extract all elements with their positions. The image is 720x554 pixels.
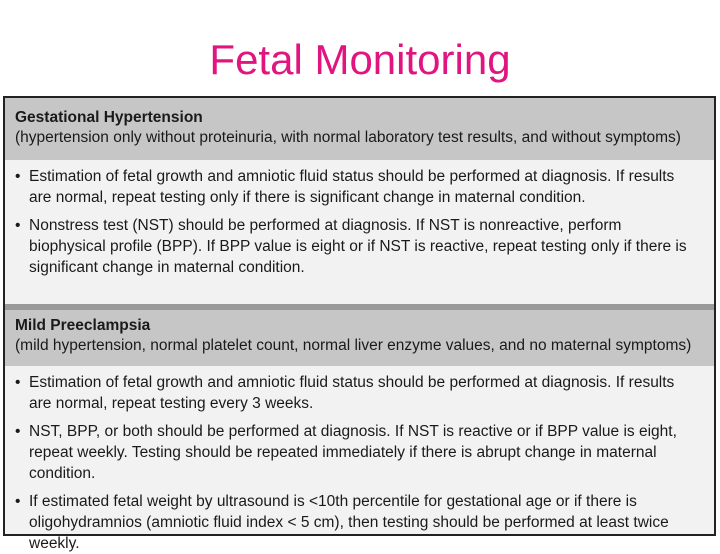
section-subheading: (hypertension only without proteinuria, with normal laboratory test results, and without symptoms) <box>15 129 681 146</box>
section-heading: Mild Preeclampsia <box>15 317 151 334</box>
section-gestational-hypertension <box>5 98 714 304</box>
list-item: • Estimation of fetal growth and amniotic fluid status should be performed at diagnosis. If results are normal, repeat testing every 3 weeks. <box>15 372 696 414</box>
list-item: • Estimation of fetal growth and amniotic fluid status should be performed at diagnosis. If results are normal, repeat testing only if there is significant change in maternal condition. <box>15 166 696 208</box>
list-item: • NST, BPP, or both should be performed at diagnosis. If NST is reactive or if BPP value is eight, repeat weekly. Testing should be repeated immediately if there is abrupt change in maternal condition. <box>15 421 696 484</box>
guidelines-table <box>3 96 716 552</box>
section-heading: Gestational Hypertension <box>15 109 203 126</box>
section-body <box>5 160 714 304</box>
section-header <box>5 310 714 366</box>
section-body <box>5 366 714 552</box>
list-item: • Nonstress test (NST) should be performed at diagnosis. If NST is nonreactive, perform biophysical profile (BPP). If BPP value is eight or if NST is reactive, repeat testing only if there is significant change in maternal condition. <box>15 215 696 278</box>
section-header <box>5 98 714 160</box>
section-mild-preeclampsia <box>5 310 714 552</box>
list-item: • If estimated fetal weight by ultrasound is <10th percentile for gestational age or if there is oligohydramnios (amniotic fluid index < 5 cm), then testing should be performed at least twice weekly. <box>15 491 696 554</box>
slide-title: Fetal Monitoring <box>209 36 511 83</box>
section-subheading: (mild hypertension, normal platelet count, normal liver enzyme values, and no maternal symptoms) <box>15 337 692 354</box>
